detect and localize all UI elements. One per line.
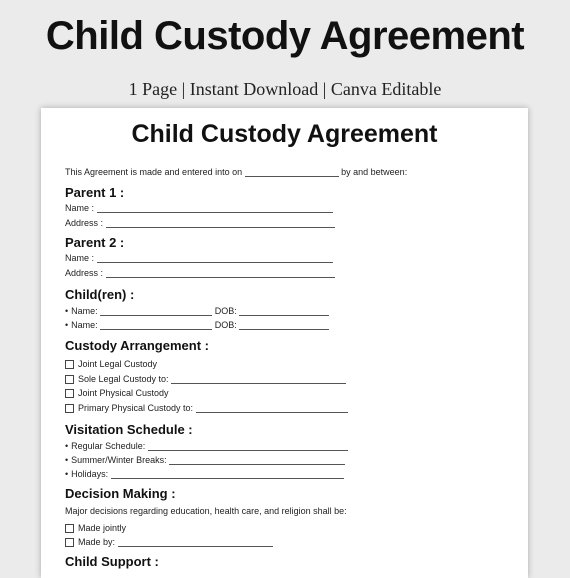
child-name-label: Name: [71,306,98,316]
bullet: • [65,441,69,451]
decision-option [65,523,126,533]
checkbox[interactable] [65,538,74,547]
child-dob-field[interactable] [239,320,329,330]
decision-field[interactable] [118,537,273,547]
parent2-address-label: Address : [65,268,104,278]
visitation-field[interactable] [169,455,345,465]
parent2-address-field[interactable] [106,268,335,278]
child-dob-field[interactable] [239,306,329,316]
decision-heading: Decision Making : [65,486,176,501]
visitation-field[interactable] [148,441,348,451]
child-name-label: Name: [71,320,98,330]
custody-option [65,359,157,369]
custody-heading: Custody Arrangement : [65,338,209,353]
visitation-field[interactable] [111,469,344,479]
custody-field[interactable] [196,403,348,413]
checkbox[interactable] [65,375,74,384]
bullet: • [65,455,69,465]
custody-option-label: Sole Legal Custody to: [78,374,169,384]
parent1-name-label: Name : [65,203,95,213]
parent1-address-label: Address : [65,218,104,228]
custody-option-label: Primary Physical Custody to: [78,403,194,413]
parent2-heading: Parent 2 : [65,235,125,250]
visitation-label: Regular Schedule: [71,441,146,451]
child-name-field[interactable] [100,306,212,316]
intro-text-after: by and between: [341,167,408,177]
child-dob-label: DOB: [214,306,237,316]
child-row [65,306,329,316]
bullet: • [65,469,69,479]
checkbox[interactable] [65,360,74,369]
parent2-address-row [65,268,335,278]
child-name-field[interactable] [100,320,212,330]
parent2-name-field[interactable] [97,253,333,263]
decision-option-label: Made jointly [78,523,127,533]
decision-option [65,537,273,547]
visitation-label: Summer/Winter Breaks: [71,455,167,465]
parent1-name-row [65,203,333,213]
visitation-item [65,441,348,451]
children-heading: Child(ren) : [65,287,135,302]
intro-line [65,167,407,177]
decision-description: Major decisions regarding education, health care, and religion shall be: [65,506,347,516]
banner-title: Child Custody Agreement [45,14,525,58]
child-dob-label: DOB: [214,320,237,330]
date-field[interactable] [245,167,339,177]
parent1-name-field[interactable] [97,203,333,213]
decision-option-label: Made by: [78,537,116,547]
intro-text-before: This Agreement is made and entered into on [65,167,243,177]
document-title: Child Custody Agreement [131,120,438,148]
parent1-heading: Parent 1 : [65,185,125,200]
checkbox[interactable] [65,389,74,398]
bullet: • [65,306,69,316]
parent2-name-label: Name : [65,253,95,263]
checkbox[interactable] [65,524,74,533]
visitation-item [65,455,345,465]
parent1-address-field[interactable] [106,218,335,228]
visitation-label: Holidays: [71,469,109,479]
visitation-item [65,469,344,479]
custody-option-label: Joint Legal Custody [78,359,158,369]
custody-option-label: Joint Physical Custody [78,388,169,398]
support-heading: Child Support : [65,554,159,569]
bullet: • [65,320,69,330]
checkbox[interactable] [65,404,74,413]
visitation-heading: Visitation Schedule : [65,422,193,437]
custody-option [65,403,348,413]
banner-subtitle: 1 Page | Instant Download | Canva Editable [128,79,442,99]
custody-field[interactable] [171,374,346,384]
child-row [65,320,329,330]
custody-option [65,388,169,398]
parent1-address-row [65,218,335,228]
document-page [41,108,528,578]
custody-option [65,374,346,384]
parent2-name-row [65,253,333,263]
